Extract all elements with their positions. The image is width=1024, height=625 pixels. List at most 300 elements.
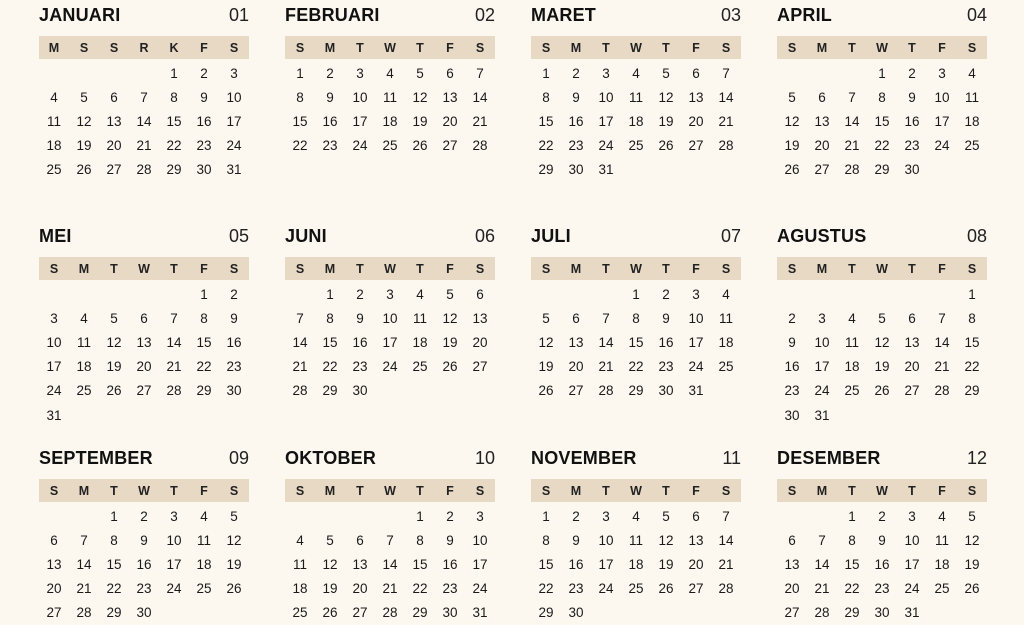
day-cell: 2 [788, 310, 796, 326]
month-november [531, 445, 741, 625]
day-cell: 6 [446, 65, 454, 81]
day-grid [531, 61, 741, 182]
day-cell: 27 [814, 162, 830, 178]
day-cell: 20 [688, 556, 704, 572]
day-cell: 29 [628, 383, 644, 399]
day-cell: 13 [106, 113, 122, 129]
empty-cell [39, 282, 69, 306]
weekday-label: W [384, 40, 396, 55]
month-name: MARET [531, 5, 596, 25]
day-cell: 9 [572, 532, 580, 548]
day-cell: 21 [136, 138, 152, 154]
day-grid [285, 282, 495, 403]
weekday-label: T [662, 483, 670, 498]
day-cell: 9 [572, 89, 580, 105]
weekday-label: S [721, 40, 731, 55]
day-cell: 10 [46, 334, 62, 350]
day-cell: 13 [136, 334, 152, 350]
month-number: 09 [228, 448, 249, 468]
day-cell: 17 [352, 113, 368, 129]
day-cell: 20 [472, 334, 488, 350]
empty-cell [375, 504, 405, 528]
day-cell: 8 [416, 532, 424, 548]
weekday-header [777, 257, 987, 280]
day-cell: 31 [688, 383, 704, 399]
weekday-label: M [78, 261, 90, 276]
weekday-label: T [848, 261, 856, 276]
day-cell: 3 [602, 65, 610, 81]
day-cell: 16 [136, 556, 152, 572]
day-cell: 25 [76, 383, 92, 399]
day-cell: 21 [382, 581, 398, 597]
month-name: JANUARI [39, 5, 121, 25]
day-cell: 28 [472, 138, 488, 154]
day-cell: 9 [200, 89, 208, 105]
day-cell: 12 [874, 334, 890, 350]
day-cell: 28 [814, 605, 830, 621]
month-desember [777, 445, 987, 625]
day-cell: 1 [326, 286, 334, 302]
day-cell: 4 [848, 310, 856, 326]
day-cell: 11 [76, 334, 91, 350]
day-cell: 15 [292, 113, 308, 129]
month-number: 05 [228, 226, 249, 246]
day-cell: 18 [76, 359, 92, 375]
day-cell: 18 [412, 334, 428, 350]
weekday-label: F [446, 483, 454, 498]
day-cell: 9 [446, 532, 454, 548]
day-cell: 11 [196, 532, 211, 548]
day-cell: 19 [226, 556, 242, 572]
day-cell: 3 [908, 508, 916, 524]
day-cell: 10 [226, 89, 242, 105]
day-cell: 8 [848, 532, 856, 548]
day-cell: 3 [50, 310, 58, 326]
day-cell: 28 [718, 138, 734, 154]
month-header [285, 445, 495, 473]
day-cell: 24 [688, 359, 704, 375]
day-grid [39, 61, 249, 182]
day-cell: 12 [442, 310, 458, 326]
weekday-label: M [324, 261, 336, 276]
day-cell: 19 [874, 359, 890, 375]
day-cell: 3 [386, 286, 394, 302]
day-cell: 14 [472, 89, 488, 105]
day-cell: 30 [568, 605, 584, 621]
weekday-label: W [630, 40, 642, 55]
weekday-label: F [692, 483, 700, 498]
day-cell: 25 [46, 162, 62, 178]
month-name: MEI [39, 226, 72, 246]
day-cell: 24 [904, 581, 920, 597]
weekday-label: W [384, 261, 396, 276]
day-cell: 24 [226, 138, 242, 154]
weekday-label: T [416, 40, 424, 55]
day-cell: 9 [788, 334, 796, 350]
day-cell: 4 [296, 532, 304, 548]
day-cell: 9 [878, 532, 886, 548]
day-cell: 4 [938, 508, 946, 524]
day-cell: 31 [814, 407, 830, 423]
day-cell: 29 [106, 605, 122, 621]
month-name: APRIL [777, 5, 832, 25]
day-cell: 17 [46, 359, 62, 375]
day-cell: 6 [140, 310, 148, 326]
empty-cell [69, 282, 99, 306]
weekday-header [531, 479, 741, 502]
day-grid [777, 61, 987, 182]
weekday-label: W [876, 261, 888, 276]
empty-cell [777, 282, 807, 306]
day-cell: 24 [934, 138, 950, 154]
day-cell: 12 [76, 113, 92, 129]
day-cell: 7 [602, 310, 610, 326]
weekday-label: W [876, 483, 888, 498]
weekday-header [285, 479, 495, 502]
month-header [39, 445, 249, 473]
day-cell: 1 [200, 286, 208, 302]
day-grid [285, 504, 495, 625]
weekday-label: S [229, 40, 239, 55]
empty-cell [777, 61, 807, 85]
empty-cell [39, 61, 69, 85]
day-cell: 31 [46, 407, 62, 423]
weekday-label: M [570, 261, 582, 276]
weekday-label: F [938, 261, 946, 276]
weekday-label: S [541, 40, 551, 55]
weekday-label: F [446, 261, 454, 276]
day-cell: 12 [658, 532, 674, 548]
day-cell: 27 [688, 581, 704, 597]
day-cell: 16 [322, 113, 338, 129]
month-number: 08 [966, 226, 987, 246]
weekday-label: M [816, 261, 828, 276]
month-header [531, 445, 741, 473]
month-number: 11 [722, 448, 741, 468]
day-cell: 21 [844, 138, 860, 154]
day-cell: 28 [292, 383, 308, 399]
day-cell: 23 [568, 581, 584, 597]
day-grid [531, 282, 741, 403]
day-cell: 29 [844, 605, 860, 621]
weekday-label: W [630, 483, 642, 498]
day-cell: 10 [166, 532, 182, 548]
weekday-label: T [110, 261, 118, 276]
day-cell: 23 [568, 138, 584, 154]
month-number: 06 [474, 226, 495, 246]
day-cell: 29 [322, 383, 338, 399]
day-cell: 13 [46, 556, 62, 572]
weekday-label: W [138, 261, 150, 276]
day-cell: 25 [964, 138, 980, 154]
day-cell: 15 [322, 334, 338, 350]
day-cell: 28 [76, 605, 92, 621]
day-cell: 18 [196, 556, 212, 572]
weekday-label: T [848, 483, 856, 498]
empty-cell [531, 282, 561, 306]
day-cell: 5 [968, 508, 976, 524]
weekday-label: T [110, 483, 118, 498]
day-cell: 23 [658, 359, 674, 375]
day-cell: 26 [106, 383, 122, 399]
empty-cell [99, 282, 129, 306]
day-cell: 24 [46, 383, 62, 399]
weekday-label: S [49, 483, 59, 498]
day-cell: 6 [692, 65, 700, 81]
month-name: AGUSTUS [777, 226, 867, 246]
day-cell: 1 [848, 508, 856, 524]
day-cell: 6 [572, 310, 580, 326]
empty-cell [777, 504, 807, 528]
day-cell: 26 [322, 605, 338, 621]
day-cell: 5 [446, 286, 454, 302]
day-cell: 15 [964, 334, 980, 350]
day-cell: 6 [788, 532, 796, 548]
day-cell: 17 [226, 113, 242, 129]
month-mei [39, 223, 249, 427]
day-cell: 10 [472, 532, 488, 548]
day-cell: 12 [412, 89, 428, 105]
weekday-label: T [908, 261, 916, 276]
empty-cell [285, 504, 315, 528]
day-cell: 22 [322, 359, 338, 375]
day-cell: 29 [538, 605, 554, 621]
day-cell: 30 [196, 162, 212, 178]
day-cell: 22 [292, 138, 308, 154]
month-name: NOVEMBER [531, 448, 637, 468]
day-cell: 21 [814, 581, 830, 597]
day-cell: 2 [356, 286, 364, 302]
day-cell: 3 [170, 508, 178, 524]
day-cell: 27 [442, 138, 458, 154]
day-cell: 22 [964, 359, 980, 375]
empty-cell [837, 61, 867, 85]
day-cell: 13 [904, 334, 920, 350]
weekday-label: T [356, 261, 364, 276]
day-cell: 28 [382, 605, 398, 621]
weekday-label: S [475, 261, 485, 276]
weekday-label: S [787, 40, 797, 55]
day-cell: 3 [230, 65, 238, 81]
weekday-label: T [848, 40, 856, 55]
weekday-label: T [356, 40, 364, 55]
day-cell: 21 [934, 359, 950, 375]
day-cell: 22 [628, 359, 644, 375]
day-cell: 1 [632, 286, 640, 302]
empty-cell [129, 282, 159, 306]
day-cell: 22 [106, 581, 122, 597]
day-cell: 15 [628, 334, 644, 350]
day-cell: 9 [356, 310, 364, 326]
day-cell: 3 [476, 508, 484, 524]
day-cell: 2 [230, 286, 238, 302]
day-cell: 10 [814, 334, 830, 350]
weekday-label: S [475, 40, 485, 55]
weekday-header [777, 479, 987, 502]
weekday-label: W [384, 483, 396, 498]
day-cell: 27 [568, 383, 584, 399]
day-cell: 16 [874, 556, 890, 572]
day-grid [285, 61, 495, 158]
day-cell: 11 [718, 310, 733, 326]
weekday-label: T [416, 261, 424, 276]
day-cell: 4 [968, 65, 976, 81]
day-cell: 17 [598, 113, 614, 129]
day-cell: 15 [106, 556, 122, 572]
day-cell: 18 [934, 556, 950, 572]
day-cell: 6 [356, 532, 364, 548]
day-cell: 11 [628, 89, 643, 105]
day-cell: 6 [692, 508, 700, 524]
weekday-label: F [938, 40, 946, 55]
day-cell: 11 [628, 532, 643, 548]
day-cell: 27 [688, 138, 704, 154]
day-cell: 30 [136, 605, 152, 621]
empty-cell [99, 61, 129, 85]
day-cell: 19 [658, 556, 674, 572]
month-name: JULI [531, 226, 571, 246]
day-cell: 15 [538, 556, 554, 572]
day-cell: 2 [326, 65, 334, 81]
day-cell: 25 [196, 581, 212, 597]
day-cell: 23 [904, 138, 920, 154]
day-cell: 18 [46, 138, 62, 154]
day-cell: 14 [934, 334, 950, 350]
day-cell: 2 [572, 65, 580, 81]
weekday-label: M [324, 483, 336, 498]
day-cell: 29 [166, 162, 182, 178]
weekday-label: M [78, 483, 90, 498]
day-cell: 2 [572, 508, 580, 524]
day-cell: 4 [80, 310, 88, 326]
day-cell: 21 [76, 581, 92, 597]
day-cell: 27 [106, 162, 122, 178]
day-cell: 10 [382, 310, 398, 326]
day-cell: 22 [166, 138, 182, 154]
weekday-label: F [938, 483, 946, 498]
day-cell: 27 [46, 605, 62, 621]
day-cell: 1 [878, 65, 886, 81]
day-cell: 8 [200, 310, 208, 326]
day-cell: 23 [784, 383, 800, 399]
day-cell: 11 [964, 89, 979, 105]
weekday-header [39, 257, 249, 280]
day-cell: 26 [226, 581, 242, 597]
month-juni [285, 223, 495, 403]
day-cell: 13 [814, 113, 830, 129]
day-cell: 18 [718, 334, 734, 350]
day-grid [531, 504, 741, 625]
weekday-label: S [541, 483, 551, 498]
day-cell: 23 [196, 138, 212, 154]
day-cell: 4 [722, 286, 730, 302]
day-cell: 20 [46, 581, 62, 597]
month-februari [285, 2, 495, 158]
day-cell: 31 [904, 605, 920, 621]
day-cell: 8 [632, 310, 640, 326]
day-cell: 12 [226, 532, 242, 548]
weekday-label: S [721, 261, 731, 276]
weekday-label: T [602, 261, 610, 276]
weekday-label: S [229, 261, 239, 276]
month-september [39, 445, 249, 625]
day-cell: 10 [904, 532, 920, 548]
day-cell: 5 [662, 65, 670, 81]
day-cell: 26 [442, 359, 458, 375]
empty-cell [837, 282, 867, 306]
day-cell: 7 [722, 508, 730, 524]
day-cell: 7 [296, 310, 304, 326]
empty-cell [315, 504, 345, 528]
day-cell: 19 [106, 359, 122, 375]
day-cell: 12 [106, 334, 122, 350]
day-cell: 4 [200, 508, 208, 524]
day-cell: 22 [538, 138, 554, 154]
day-cell: 18 [382, 113, 398, 129]
weekday-header [285, 36, 495, 59]
day-cell: 24 [598, 138, 614, 154]
empty-cell [807, 504, 837, 528]
month-number: 01 [228, 5, 249, 25]
day-cell: 15 [412, 556, 428, 572]
weekday-label: F [200, 40, 208, 55]
day-cell: 13 [688, 532, 704, 548]
day-cell: 16 [658, 334, 674, 350]
weekday-label: S [229, 483, 239, 498]
month-header [39, 223, 249, 251]
day-cell: 14 [598, 334, 614, 350]
day-cell: 6 [50, 532, 58, 548]
day-cell: 17 [688, 334, 704, 350]
day-cell: 3 [818, 310, 826, 326]
day-cell: 4 [386, 65, 394, 81]
day-cell: 4 [632, 508, 640, 524]
empty-cell [561, 282, 591, 306]
day-cell: 14 [166, 334, 182, 350]
day-cell: 14 [292, 334, 308, 350]
day-cell: 18 [628, 113, 644, 129]
day-cell: 15 [538, 113, 554, 129]
day-cell: 14 [844, 113, 860, 129]
day-cell: 15 [844, 556, 860, 572]
day-cell: 2 [446, 508, 454, 524]
day-cell: 14 [718, 532, 734, 548]
day-cell: 14 [136, 113, 152, 129]
day-cell: 24 [472, 581, 488, 597]
day-cell: 11 [382, 89, 397, 105]
month-maret [531, 2, 741, 182]
weekday-label: T [662, 261, 670, 276]
day-cell: 11 [292, 556, 307, 572]
day-cell: 30 [874, 605, 890, 621]
day-cell: 4 [632, 65, 640, 81]
day-cell: 28 [934, 383, 950, 399]
day-cell: 10 [598, 532, 614, 548]
day-cell: 30 [904, 162, 920, 178]
day-cell: 9 [662, 310, 670, 326]
day-cell: 8 [542, 89, 550, 105]
day-cell: 23 [322, 138, 338, 154]
day-cell: 26 [874, 383, 890, 399]
day-cell: 19 [784, 138, 800, 154]
day-cell: 17 [166, 556, 182, 572]
weekday-label: S [967, 261, 977, 276]
day-cell: 24 [352, 138, 368, 154]
day-cell: 25 [628, 581, 644, 597]
weekday-header [531, 257, 741, 280]
day-cell: 25 [382, 138, 398, 154]
empty-cell [867, 282, 897, 306]
